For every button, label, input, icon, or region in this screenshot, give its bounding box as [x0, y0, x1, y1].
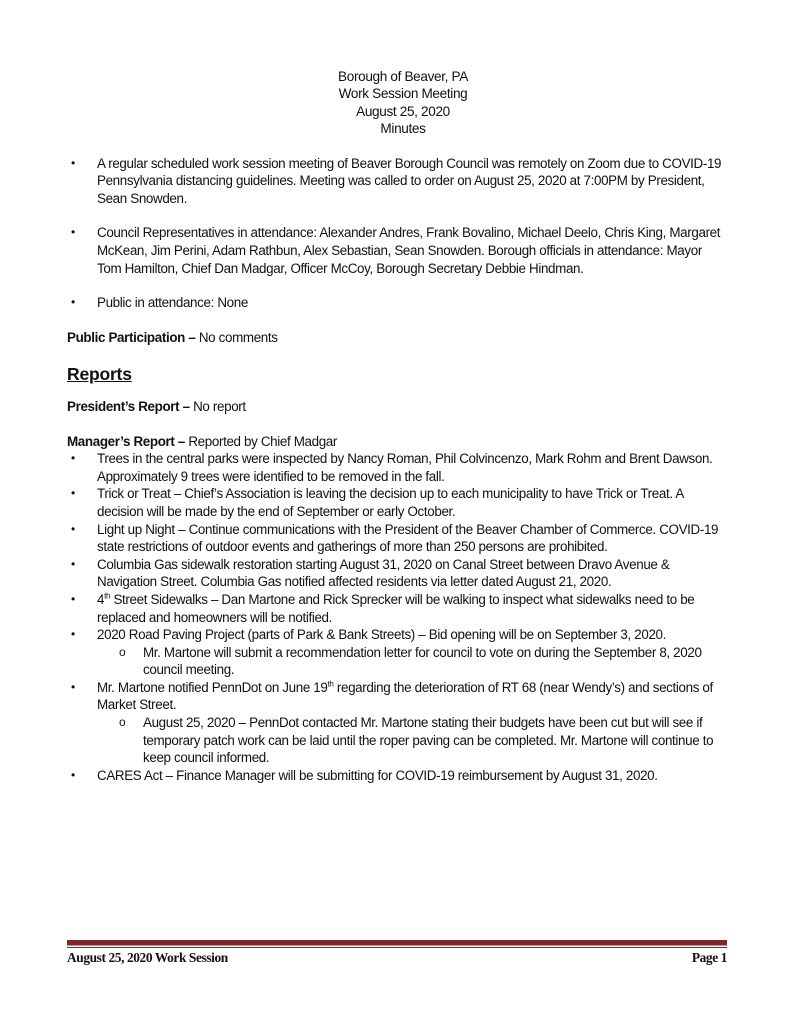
bullet-icon: •: [71, 556, 75, 571]
page-number: Page 1: [691, 950, 727, 965]
list-item-text: CARES Act – Finance Manager will be submitting for COVID-19 reimbursement by August 31, 2020.: [97, 767, 658, 783]
footer-title: August 25, 2020 Work Session: [67, 950, 228, 965]
bullet-icon: •: [71, 767, 75, 782]
presidents-report-label: President’s Report –: [67, 398, 190, 414]
managers-report: [67, 433, 727, 451]
sidewalks-ordinal: th: [104, 591, 111, 601]
list-item-text: Trick or Treat – Chief’s Association is leaving the decision up to each municipality to have Trick or Treat. A decision will be made by the end of September or early October.: [97, 486, 684, 519]
bullet-icon: •: [71, 679, 75, 694]
bullet-icon: •: [71, 225, 75, 240]
sub-bullet-icon: o: [119, 644, 126, 659]
penndot-ordinal: th: [327, 679, 334, 689]
intro-item-attendance: [67, 224, 727, 277]
intro-item-public: [67, 294, 727, 312]
list-item-paving: [67, 626, 727, 644]
list-item-text: Street Sidewalks – Dan Martone and Rick Sprecker will be walking to inspect what sidewalks need to be replaced and homeowners will be notified.: [97, 591, 695, 625]
header-meeting-type: Work Session Meeting: [338, 86, 468, 102]
list-item-text: Light up Night – Continue communications with the President of the Beaver Chamber of Commerce. COVID-19 state restrictions of outdoor events and gatherings of more than 250 persons are prohibited.: [97, 521, 719, 555]
list-item: [67, 556, 727, 591]
list-item-text-cont: regarding the deterioration of RT 68 (near Wendy’s) and sections of Market Street.: [97, 679, 713, 713]
footer-rule: [67, 940, 727, 946]
bullet-icon: •: [71, 451, 75, 466]
document-header: [73, 68, 733, 138]
intro-item-call-to-order: [67, 155, 727, 208]
header-date: August 25, 2020: [356, 103, 450, 119]
bullet-icon: •: [71, 521, 75, 536]
bullet-icon: •: [71, 295, 75, 310]
intro-text: A regular scheduled work session meeting of Beaver Borough Council was remotely on Zoom due to COVID-19 Pennsylvania distancing guidelines. Meeting was called to order on August 25, 2020 at 7:00PM by President, Sean Snowden.: [97, 155, 722, 206]
bullet-icon: •: [71, 486, 75, 501]
list-item: [67, 521, 727, 556]
sub-list-item-text: Mr. Martone will submit a recommendation letter for council to vote on during the September 8, 2020 council meeting.: [143, 644, 702, 678]
list-item-text: Trees in the central parks were inspected by Nancy Roman, Phil Colvincenzo, Mark Rohm and Brent Dawson. Approximately 9 trees were identified to be removed in the fall.: [97, 451, 713, 484]
presidents-report: [67, 398, 727, 416]
public-participation: [67, 329, 727, 347]
public-participation-label: Public Participation –: [67, 329, 196, 345]
header-borough: Borough of Beaver, PA: [338, 69, 468, 84]
sub-list-item-text: August 25, 2020 – PennDot contacted Mr. Martone stating their budgets have been cut but will see if temporary patch work can be laid until the roper paving can be completed. Mr. Martone will continue to keep council informed.: [143, 715, 714, 766]
intro-text: Public in attendance: None: [97, 295, 248, 311]
bullet-icon: •: [71, 155, 75, 170]
footer-rule-thin: [67, 947, 727, 948]
managers-report-label: Manager’s Report –: [67, 433, 185, 449]
sidewalks-number: 4: [97, 591, 105, 607]
presidents-report-text: No report: [189, 398, 246, 414]
bullet-icon: •: [71, 627, 75, 642]
sub-list-item: [67, 644, 727, 679]
public-participation-text: No comments: [195, 329, 278, 345]
list-item: [67, 485, 727, 520]
intro-text: Council Representatives in attendance: Alexander Andres, Frank Bovalino, Michael Deelo, Chris King, Margaret McKean, Jim Perini, Adam Rathbun, Alex Sebastian, Sean Snowden. Borough officials in attendance: Mayor Tom Hamilton, Chief Dan Madgar, Officer McCoy, Borough Secretary Debbie Hindman.: [97, 225, 721, 276]
sub-bullet-icon: o: [119, 715, 126, 730]
list-item-cares: [67, 767, 727, 785]
list-item-sidewalks: [67, 591, 727, 626]
list-item-text: Columbia Gas sidewalk restoration starting August 31, 2020 on Canal Street between Dravo Avenue & Navigation Street. Columbia Gas notified affected residents via letter dated August 21, 2020.: [97, 556, 670, 590]
reports-heading: Reports: [67, 364, 132, 385]
list-item-text: Mr. Martone notified PennDot on June 19: [97, 679, 328, 695]
list-item-text: 2020 Road Paving Project (parts of Park & Bank Streets) – Bid opening will be on September 3, 2020.: [97, 627, 667, 643]
managers-report-text: Reported by Chief Madgar: [184, 433, 338, 449]
sub-list-item: [67, 714, 727, 767]
list-item-penndot: [67, 679, 727, 714]
header-minutes: Minutes: [380, 121, 426, 137]
list-item: [67, 450, 727, 485]
document-body: [67, 68, 727, 784]
bullet-icon: •: [71, 591, 75, 606]
